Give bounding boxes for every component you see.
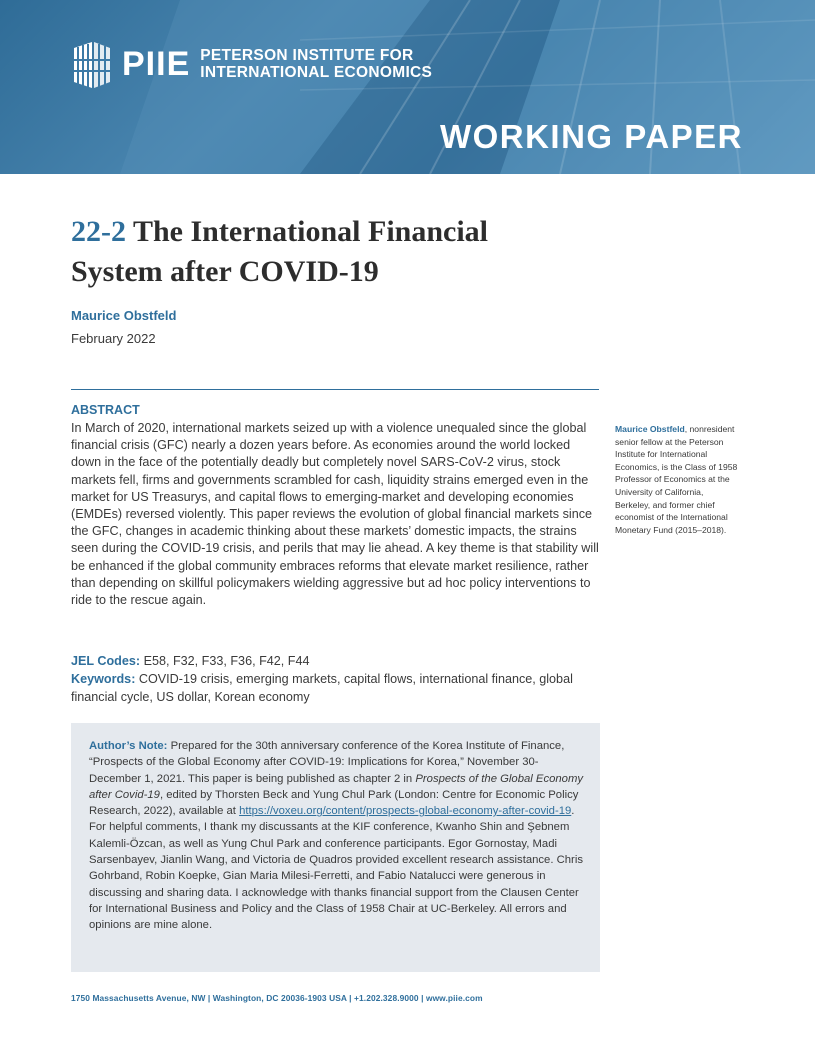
document-type-label: WORKING PAPER xyxy=(439,118,743,155)
keywords xyxy=(71,671,601,707)
author-name: Maurice Obstfeld xyxy=(71,308,177,323)
keywords-label: Keywords: xyxy=(71,672,136,686)
org-line-1: PETERSON INSTITUTE FOR xyxy=(200,47,414,64)
authors-note-label: Author’s Note: xyxy=(89,740,168,752)
organization-name xyxy=(200,47,432,81)
jel-value: E58, F32, F33, F36, F42, F44 xyxy=(143,654,310,668)
piie-logo-mark-icon xyxy=(72,38,112,90)
keywords-value: COVID-19 crisis, emerging markets, capital flows, international finance, global financial cycle, US dollar, Korean economy xyxy=(71,672,573,704)
section-divider xyxy=(71,389,599,390)
publication-date: February 2022 xyxy=(71,331,156,346)
authors-note-part-1: Prepared for the 30th anniversary conference of the Korea Institute of Finance, “Prospects of the Global Economy after COVID-19: Implications for Korea,” November 30-December 1, 2021. This paper is being published as chapter 2 in xyxy=(89,740,565,785)
title-line-2: System after COVID-19 xyxy=(71,255,379,288)
authors-note-text xyxy=(89,738,583,934)
jel-label: JEL Codes: xyxy=(71,654,141,668)
bio-author-name: Maurice Obstfeld xyxy=(615,424,685,434)
paper-title xyxy=(71,212,611,292)
voxeu-link[interactable]: https://voxeu.org/content/prospects-global-economy-after-covid-19 xyxy=(239,805,572,818)
footer-contact: 1750 Massachusetts Avenue, NW | Washington, DC 20036-1903 USA | +1.202.328.9000 | www.piie.com xyxy=(71,993,483,1003)
authors-note-part-3: . For helpful comments, I thank my discussants at the KIF conference, Kwanho Shin and Şebnem Kalemli-Özcan, as well as Yung Chul Park and conference participants. Egor Gornostay, Madi Sarsenbayev, Jianlin Wang, and Victoria de Quadros provided excellent research assistance. Chris Gohrband, Robin Koepke, Gian Maria Milesi-Ferretti, and Fabio Natalucci were generous in discussing and sharing data. I acknowledge with thanks financial support from the Clausen Center for International Business and Policy and the Class of 1958 Chair at UC-Berkeley. All errors and opinions are mine alone. xyxy=(89,805,583,932)
jel-codes xyxy=(71,653,601,671)
authors-note-box xyxy=(71,723,600,972)
bio-text: , nonresident senior fellow at the Peterson Institute for International Economics, is the Class of 1958 Professor of Economics at the University of California, Berkeley, and former chief economist of the International Monetary Fund (2015–2018). xyxy=(615,424,738,535)
paper-number: 22-2 xyxy=(71,215,126,248)
book-title: Prospects of the Global Economy after Covid-19 xyxy=(89,772,584,801)
author-bio-sidebar xyxy=(615,423,740,536)
authors-note-part-2: , edited by Thorsten Beck and Yung Chul Park (London: Centre for Economic Policy Research, 2022), available at xyxy=(89,788,579,818)
title-line-1: The International Financial xyxy=(132,215,489,248)
abstract-heading: ABSTRACT xyxy=(71,403,140,417)
abstract-body: In March of 2020, international markets seized up with a violence unequaled since the global financial crisis (GFC) nearly a dozen years before. As economies around the world locked down in the face of the potentially deadly but completely novel SARS-CoV-2 virus, stock markets fell, firms and governments scrambled for cash, liquidity strains emerged even in the market for US Treasurys, and capital flows to emerging-market and developing economies (EMDEs) reversed violently. This paper reviews the evolution of global financial markets since the GFC, changes in academic thinking about these markets’ domestic impacts, the strains seen during the COVID-19 crisis, and perils that may lie ahead. A key theme is that stability will be enhanced if the global community embraces reforms that elevate market resilience, rather than depending on skillful policymakers wielding aggressive but ad hoc policy interventions to ride to the rescue again. xyxy=(71,421,599,608)
logo-wordmark: PIIE xyxy=(122,44,191,83)
header-banner xyxy=(0,0,815,174)
piie-logo[interactable] xyxy=(72,38,432,90)
org-line-2: INTERNATIONAL ECONOMICS xyxy=(200,64,433,81)
